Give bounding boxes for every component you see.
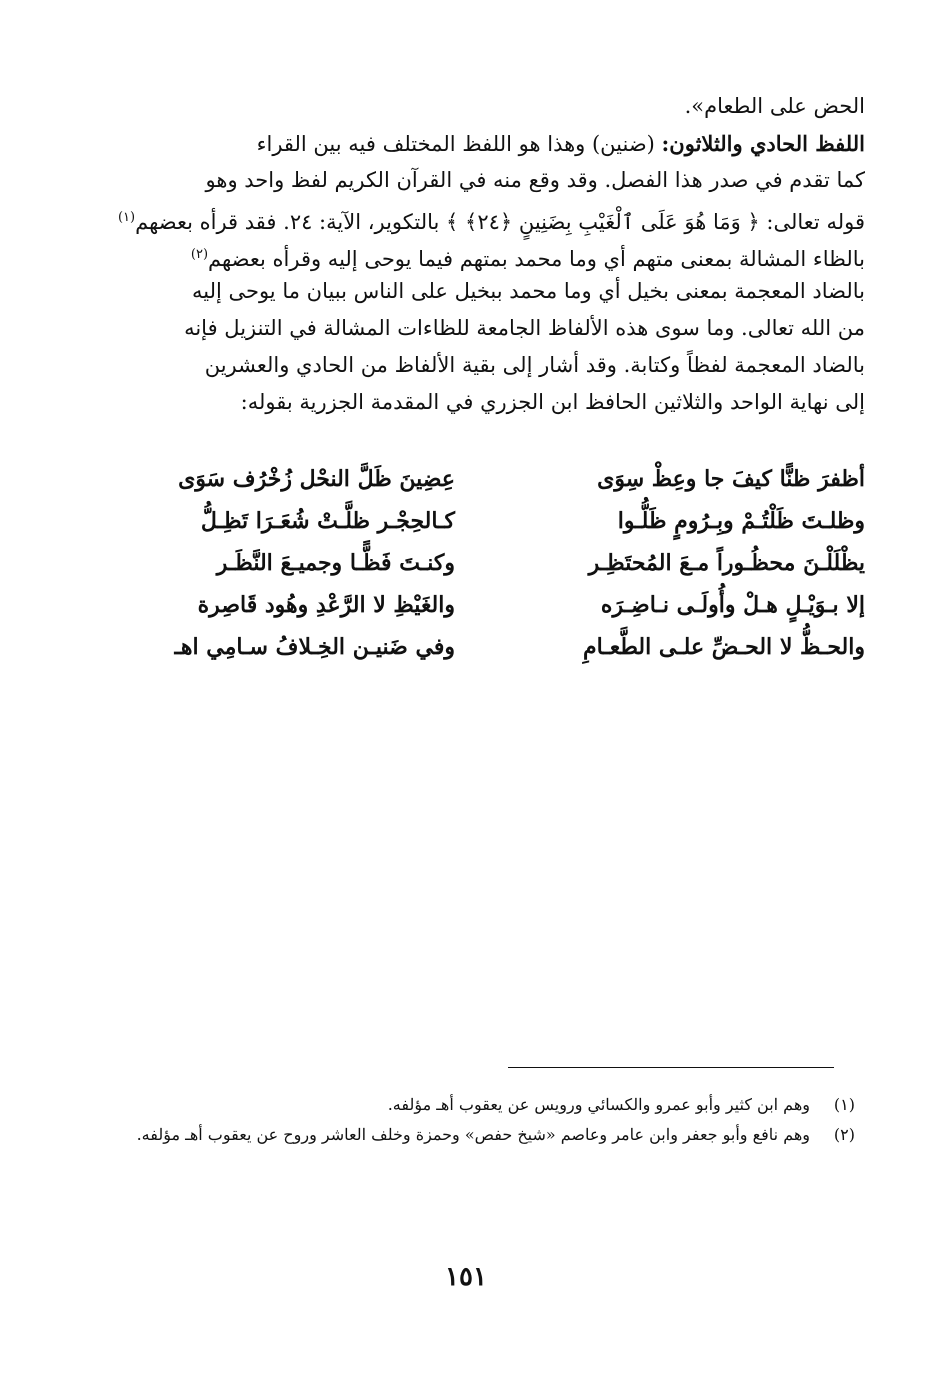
footnote bbox=[95, 1090, 855, 1120]
poem-verse bbox=[95, 500, 865, 542]
body-line bbox=[95, 384, 865, 421]
poem-hemistich-left: عِضِينَ ظَلَّ النحْل زُخْرُف سَوَى bbox=[178, 466, 455, 492]
poem-hemistich-right: وظلـتَ ظَلْتُـمْ وبِـرُومٍ ظَلُّـوا bbox=[617, 508, 865, 534]
poem-verse bbox=[95, 626, 865, 668]
text-span: إلى نهاية الواحد والثلاثين الحافظ ابن الجزري في المقدمة الجزرية بقوله: bbox=[240, 390, 865, 414]
body-line bbox=[95, 125, 865, 162]
poem-verse bbox=[95, 458, 865, 500]
body-line bbox=[95, 347, 865, 384]
body-line bbox=[95, 236, 865, 273]
poem bbox=[95, 458, 865, 668]
text-span: بالظاء المشالة بمعنى متهم أي وما محمد بمتهم فيما يوحى إليه وقرأه بعضهم bbox=[208, 247, 865, 271]
body-text bbox=[95, 88, 865, 421]
poem-hemistich-right: والحـظُّ لا الحـضِّ علـى الطَّعـامِ bbox=[582, 634, 865, 660]
poem-hemistich-left: كـالحِجْـر ظلَّـتْ شُعَـرَا تَظِـلُّ bbox=[200, 508, 455, 534]
text-span: من الله تعالى. وما سوى هذه الألفاظ الجامعة للظاءات المشالة في التنزيل فإنه bbox=[184, 316, 865, 340]
poem-hemistich-right: أظفرَ ظنًّا كيفَ جا وعِظْ سِوَى bbox=[597, 466, 865, 492]
body-line bbox=[95, 162, 865, 199]
poem-verse bbox=[95, 542, 865, 584]
body-line bbox=[95, 88, 865, 125]
text-span: كما تقدم في صدر هذا الفصل. وقد وقع منه في القرآن الكريم لفظ واحد وهو bbox=[205, 168, 865, 192]
footnote bbox=[95, 1120, 855, 1150]
poem-hemistich-left: وكنـتَ فَظًّـا وجميـعَ النَّظَـر bbox=[216, 550, 455, 576]
body-line bbox=[95, 310, 865, 347]
footnote-marker: (٢) bbox=[190, 247, 209, 262]
page-number: ١٥١ bbox=[445, 1262, 487, 1292]
text-span: بالضاد المعجمة بمعنى بخيل أي وما محمد ببخيل على الناس ببيان ما يوحى إليه bbox=[191, 279, 865, 303]
footnote-marker: (١) bbox=[117, 210, 136, 225]
footnote-text: وهم ابن كثير وأبو عمرو والكسائي ورويس عن يعقوب أهـ مؤلفه. bbox=[387, 1095, 810, 1114]
text-span: قوله تعالى: ﴿ وَمَا هُوَ عَلَى ٱلْغَيْبِ بِضَنِينٍ ﴿٢٤﴾ ﴾ بالتكوير، الآية: ٢٤. فقد قرأه بعضهم bbox=[135, 210, 865, 234]
footnote-number: (٢) bbox=[833, 1125, 855, 1144]
poem-verse bbox=[95, 584, 865, 626]
section-heading: اللفظ الحادي والثلاثون: bbox=[661, 131, 865, 156]
poem-hemistich-left: والغَيْظِ لا الرَّعْدِ وهُود قَاصِرة bbox=[197, 592, 455, 618]
poem-hemistich-right: إلا بـوَيْـلٍ هـلْ وأُولَـى نـاضِـرَه bbox=[600, 592, 865, 618]
body-line bbox=[95, 273, 865, 310]
text-span: بالضاد المعجمة لفظاً وكتابة. وقد أشار إلى بقية الألفاظ من الحادي والعشرين bbox=[204, 353, 865, 377]
poem-hemistich-right: يظْلَلْـنَ محظُـوراً مـعَ المُحتَظِـر bbox=[588, 550, 865, 576]
text-span: الحض على الطعام». bbox=[684, 94, 865, 118]
poem-hemistich-left: وفي ضَنيـن الخِـلافُ سـامِي اهـ bbox=[174, 634, 455, 660]
footnote-divider bbox=[508, 1067, 834, 1068]
footnotes bbox=[95, 1090, 855, 1150]
text-span: (ضنين) وهذا هو اللفظ المختلف فيه بين القراء bbox=[256, 132, 662, 156]
body-line bbox=[95, 199, 865, 236]
footnote-text: وهم نافع وأبو جعفر وابن عامر وعاصم «شيخ حفص» وحمزة وخلف العاشر وروح عن يعقوب أهـ مؤلفه. bbox=[136, 1125, 810, 1144]
footnote-number: (١) bbox=[833, 1095, 855, 1114]
